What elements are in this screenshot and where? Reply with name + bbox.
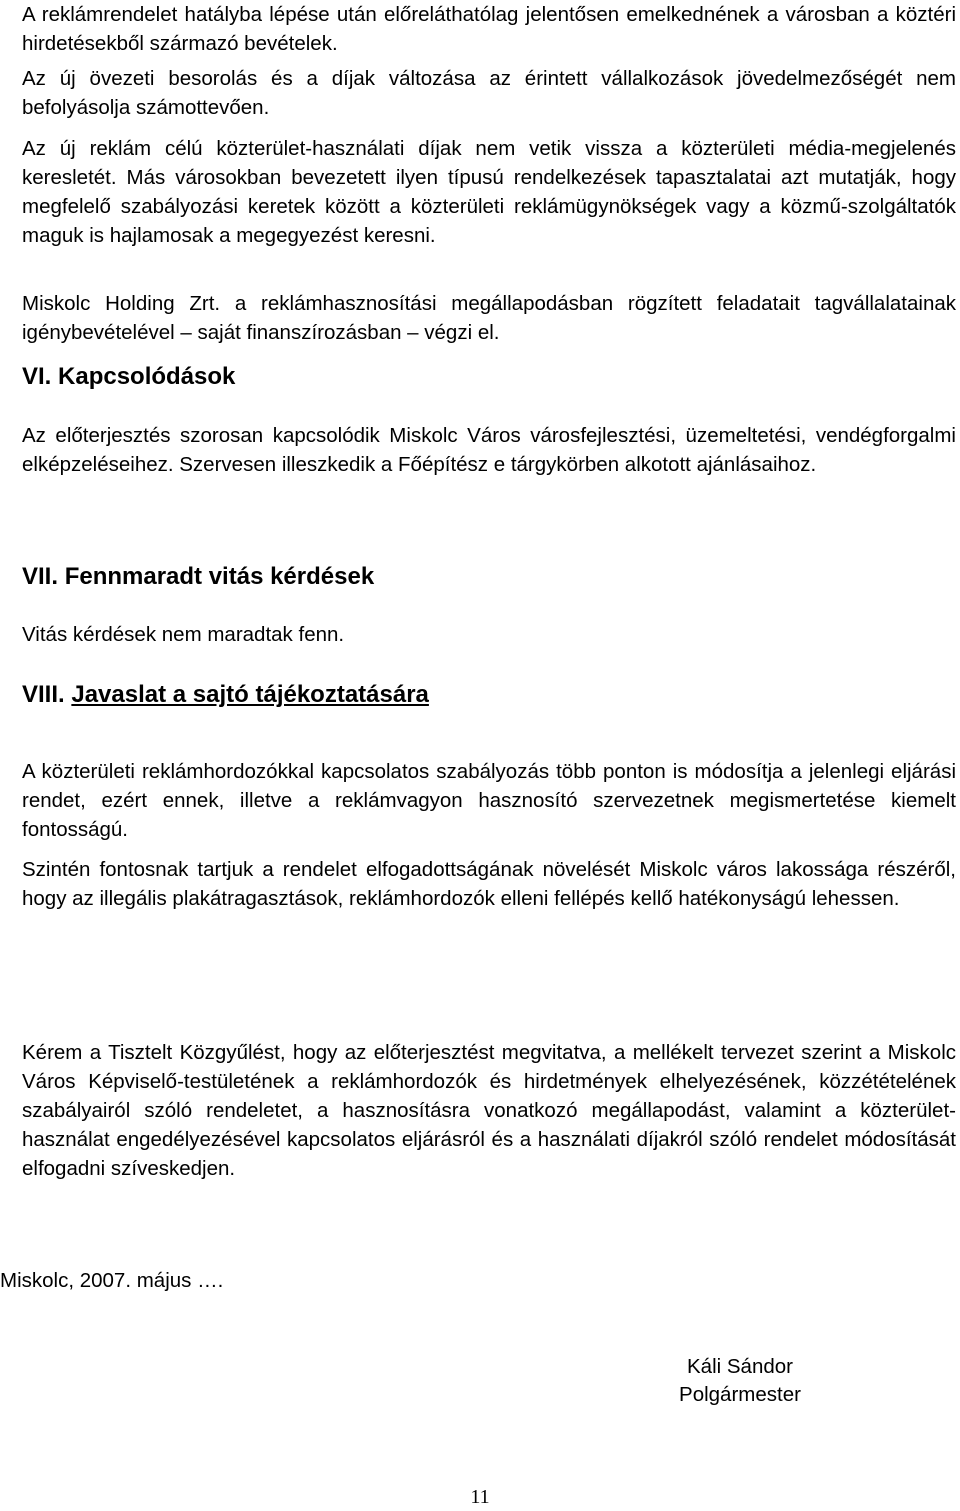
paragraph-connections: Az előterjesztés szorosan kapcsolódik Miskolc Város városfejlesztési, üzemeltetési, vendégforgalmi elképzeléseihez. Szervesen illeszkedik a Főépítész e tárgykörben alkotott ajánlásaihoz. bbox=[22, 424, 956, 476]
paragraph-request: Kérem a Tisztelt Közgyűlést, hogy az előterjesztést megvitatva, a mellékelt tervezet szerint a Miskolc Város Képviselő-testületének a reklámhordozók és hirdetmények elhelyezésének, közzétételének szabályairól szóló rendeletet, a hasznosításra vonatkozó megállapodást, valamint a közterület-használat engedélyezésével kapcsolatos eljárásról és a használati díjakról szóló rendelet módosítását elfogadni szíveskedjen. bbox=[22, 1041, 956, 1180]
signature-name: Káli Sándor bbox=[687, 1355, 793, 1378]
paragraph-disputes: Vitás kérdések nem maradtak fenn. bbox=[22, 623, 345, 646]
section-number: VI. bbox=[22, 363, 52, 390]
paragraph-fees: Az új reklám célú közterület-használati díjak nem vetik vissza a közterületi média-megjelenés keresletét. Más városokban bevezetett ilyen típusú rendelkezések tapasztalatai azt mutatják, hogy megfelelő szabályozási keretek között a közterületi reklámügynökségek vagy a közmű-szolgáltatók maguk is hajlamosak a megegyezést keresni. bbox=[22, 137, 956, 247]
signature-title: Polgármester bbox=[679, 1383, 801, 1406]
date-line: Miskolc, 2007. május …. bbox=[0, 1269, 224, 1292]
page-number: 11 bbox=[470, 1486, 490, 1508]
section-title: Fennmaradt vitás kérdések bbox=[64, 563, 375, 590]
section-number: VII. bbox=[22, 563, 59, 590]
paragraph-revenue: A reklámrendelet hatályba lépése után előreláthatólag jelentősen emelkednének a városban a köztéri hirdetésekből származó bevételek. bbox=[22, 3, 956, 55]
section-title: Javaslat a sajtó tájékoztatására bbox=[71, 681, 429, 708]
section-heading-viii bbox=[22, 680, 429, 710]
paragraph-holding: Miskolc Holding Zrt. a reklámhasznosítási megállapodásban rögzített feladatait tagvállalatainak igénybevételével – saját finanszírozásban – végzi el. bbox=[22, 292, 956, 344]
paragraph-press-2: Szintén fontosnak tartjuk a rendelet elfogadottságának növelését Miskolc város lakossága részéről, hogy az illegális plakátragasztások, reklámhordozók elleni fellépés kellő hatékonyságú lehessen. bbox=[22, 858, 956, 910]
section-number: VIII. bbox=[22, 681, 65, 708]
section-heading-vii bbox=[22, 562, 374, 592]
paragraph-zoning: Az új övezeti besorolás és a díjak változása az érintett vállalkozások jövedelmezőségét nem befolyásolja számottevően. bbox=[22, 67, 956, 119]
section-heading-vi bbox=[22, 362, 235, 392]
paragraph-press-1: A közterületi reklámhordozókkal kapcsolatos szabályozás több ponton is módosítja a jelenlegi eljárási rendet, ezért ennek, illetve a reklámvagyon hasznosító szervezetnek megismertetése kiemelt fontosságú. bbox=[22, 760, 956, 841]
section-title: Kapcsolódások bbox=[58, 363, 236, 390]
